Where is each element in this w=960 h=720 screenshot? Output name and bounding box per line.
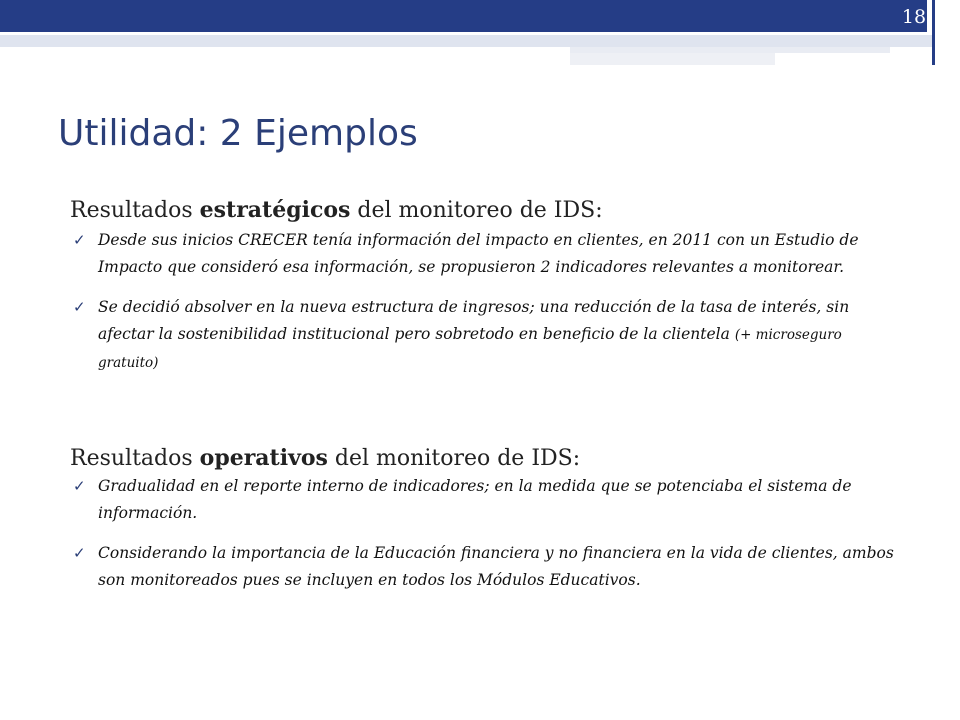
heading-keyword: estratégicos bbox=[199, 197, 351, 223]
bullet-list bbox=[70, 227, 900, 377]
heading-keyword: operativos bbox=[199, 445, 328, 471]
decor-vertical-line bbox=[932, 0, 935, 65]
section-strategic-results bbox=[70, 197, 900, 377]
heading-suffix: del monitoreo de IDS: bbox=[327, 446, 581, 471]
bullet-text: Desde sus inicios CRECER tenía información del impacto en clientes, en 2011 con un Estudio de Impacto que consideró esa información, se propusieron 2 indicadores relevantes a monitorear. bbox=[98, 231, 859, 276]
heading-suffix: del monitoreo de IDS: bbox=[350, 198, 603, 223]
bullet-note: (+ microseguro gratuito) bbox=[98, 327, 842, 371]
bullet-text: Se decidió absolver en la nueva estructura de ingresos; una reducción de la tasa de interés, sin afectar la sostenibilidad institucional pero sobretodo en beneficio de la clientela bbox=[98, 298, 850, 343]
section-heading bbox=[70, 197, 900, 223]
heading-prefix: Resultados bbox=[70, 446, 200, 471]
page-number: 18 bbox=[901, 6, 927, 28]
decor-strip bbox=[570, 53, 775, 65]
bullet-text: Gradualidad en el reporte interno de indicadores; en la medida que se potenciaba el sistema de información. bbox=[98, 477, 852, 522]
check-icon: ✓ bbox=[73, 298, 86, 316]
bullet-text: Considerando la importancia de la Educación financiera y no financiera en la vida de clientes, ambos son monitoreados pues se incluyen en todos los Módulos Educativos. bbox=[98, 544, 894, 589]
check-icon: ✓ bbox=[73, 477, 86, 495]
decor-strip bbox=[0, 35, 932, 47]
list-item bbox=[70, 473, 900, 527]
bullet-list bbox=[70, 473, 900, 594]
check-icon: ✓ bbox=[73, 231, 86, 249]
check-icon: ✓ bbox=[73, 544, 86, 562]
list-item bbox=[70, 294, 900, 377]
list-item bbox=[70, 227, 900, 281]
list-item bbox=[70, 540, 900, 594]
header-bar bbox=[0, 0, 927, 32]
section-heading bbox=[70, 445, 900, 471]
heading-prefix: Resultados bbox=[70, 198, 200, 223]
slide-title: Utilidad: 2 Ejemplos bbox=[58, 113, 418, 154]
section-operational-results bbox=[70, 445, 900, 594]
